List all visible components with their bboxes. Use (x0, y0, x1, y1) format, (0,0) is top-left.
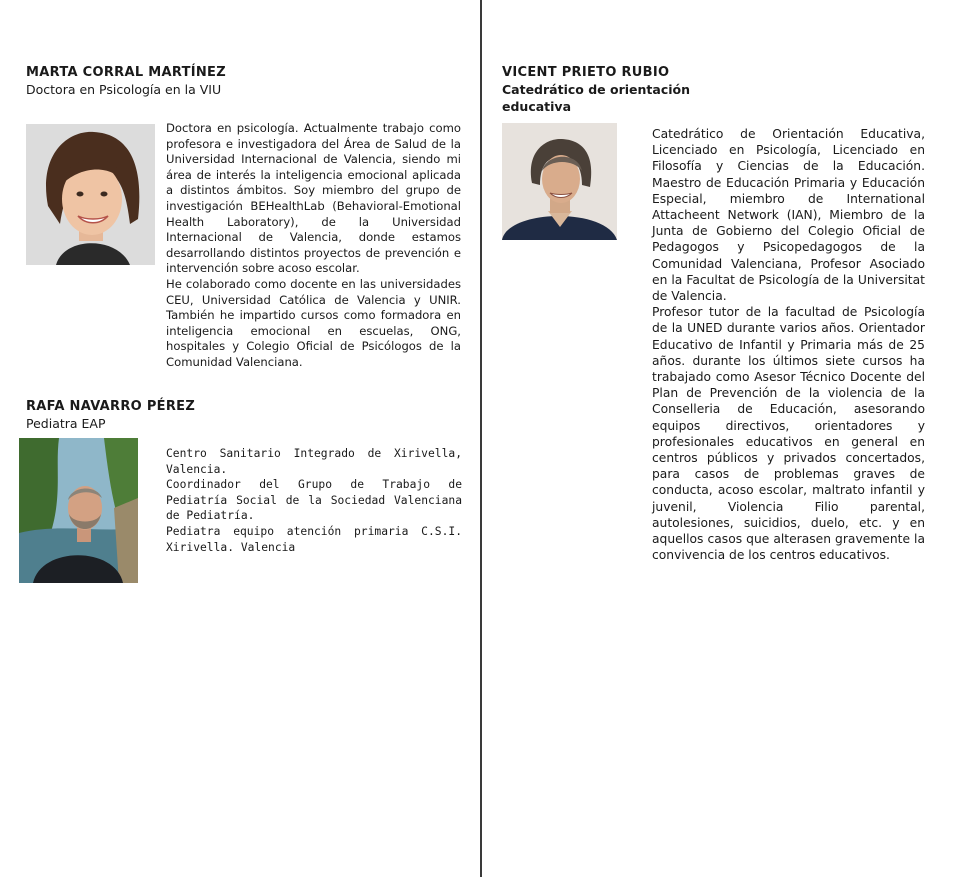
portrait-man-photo (502, 123, 617, 240)
person-name: MARTA CORRAL MARTÍNEZ (26, 65, 226, 80)
bio-paragraph: He colaborado como docente en las universidades CEU, Universidad Católica de Valencia y UNIR. También he impartido cursos como formadora en inteligencia emocional en escuelas, ONG, hospitales y Colegio Oficial de Psicólogos de la Comunidad Valenciana. (166, 276, 461, 369)
portrait-man-outdoor-photo (19, 438, 138, 583)
portrait-photo (26, 124, 155, 265)
person-role: Pediatra EAP (26, 416, 106, 431)
bio-line: Centro Sanitario Integrado de Xirivella, Valencia. (166, 447, 462, 476)
bio-line: Pediatra equipo atención primaria C.S.I. Xirivella. Valencia (166, 524, 462, 554)
person-bio (652, 126, 925, 563)
portrait-photo (19, 438, 138, 583)
bio-paragraph: Catedrático de Orientación Educativa, Licenciado en Psicología, Licenciado en Filosofía y Ciencias de la Educación. Maestro de Educación Primaria y Educación Especial, miembro de International Attacheent Network (IAN), Miembro de la Junta de Gobierno del Colegio Oficial de Pedagogos y Psicopedagogos de la Comunidad Valenciana, Profesor Asociado en la Facultat de Psicología de la Universitat de Valencia. (652, 127, 925, 304)
bio-line: Coordinador del Grupo de Trabajo de Pediatría Social de la Sociedad Valenciana de Pediatría. (166, 478, 462, 523)
portrait-photo (502, 123, 617, 240)
person-role: Catedrático de orientación educativa (502, 82, 691, 114)
person-bio (166, 446, 462, 555)
person-name: VICENT PRIETO RUBIO (502, 65, 670, 80)
portrait-woman-photo (26, 124, 155, 265)
person-bio (166, 121, 461, 371)
page-divider (480, 0, 482, 877)
bio-paragraph: Profesor tutor de la facultad de Psicología de la UNED durante varios años. Orientador Educativo de Infantil y Primaria más de 25 años. durante los últimos siete cursos ha trabajado como Asesor Técnico Docente del Plan de Prevención de la violencia de la Conselleria de Educación, asesorando equipos directivos, orientadores y profesionales educativos en general en centros públicos y privados concertados, para casos de problemas graves de conducta, acoso escolar, maltrato infantil y juvenil, Violencia Filio parental, autolesiones, suicidios, duelo, etc. y en aquellos casos que alterasen gravemente la convivencia de los centros educativos. (652, 305, 925, 563)
person-role: Doctora en Psicología en la VIU (26, 82, 222, 97)
person-name: RAFA NAVARRO PÉREZ (26, 399, 196, 414)
bio-paragraph: Doctora en psicología. Actualmente trabajo como profesora e investigadora del Área de Salud de la Universidad Internacional de Valencia, siendo mi área de interés la inteligencia emocional aplicada a distintos ámbitos. Soy miembro del grupo de investigación BEHealthLab (Behavioral-Emotional Health Laboratory), de la Universidad Internacional de Valencia, donde estamos desarrollando distintos proyectos de prevención e intervención sobre acoso escolar. (166, 121, 461, 276)
